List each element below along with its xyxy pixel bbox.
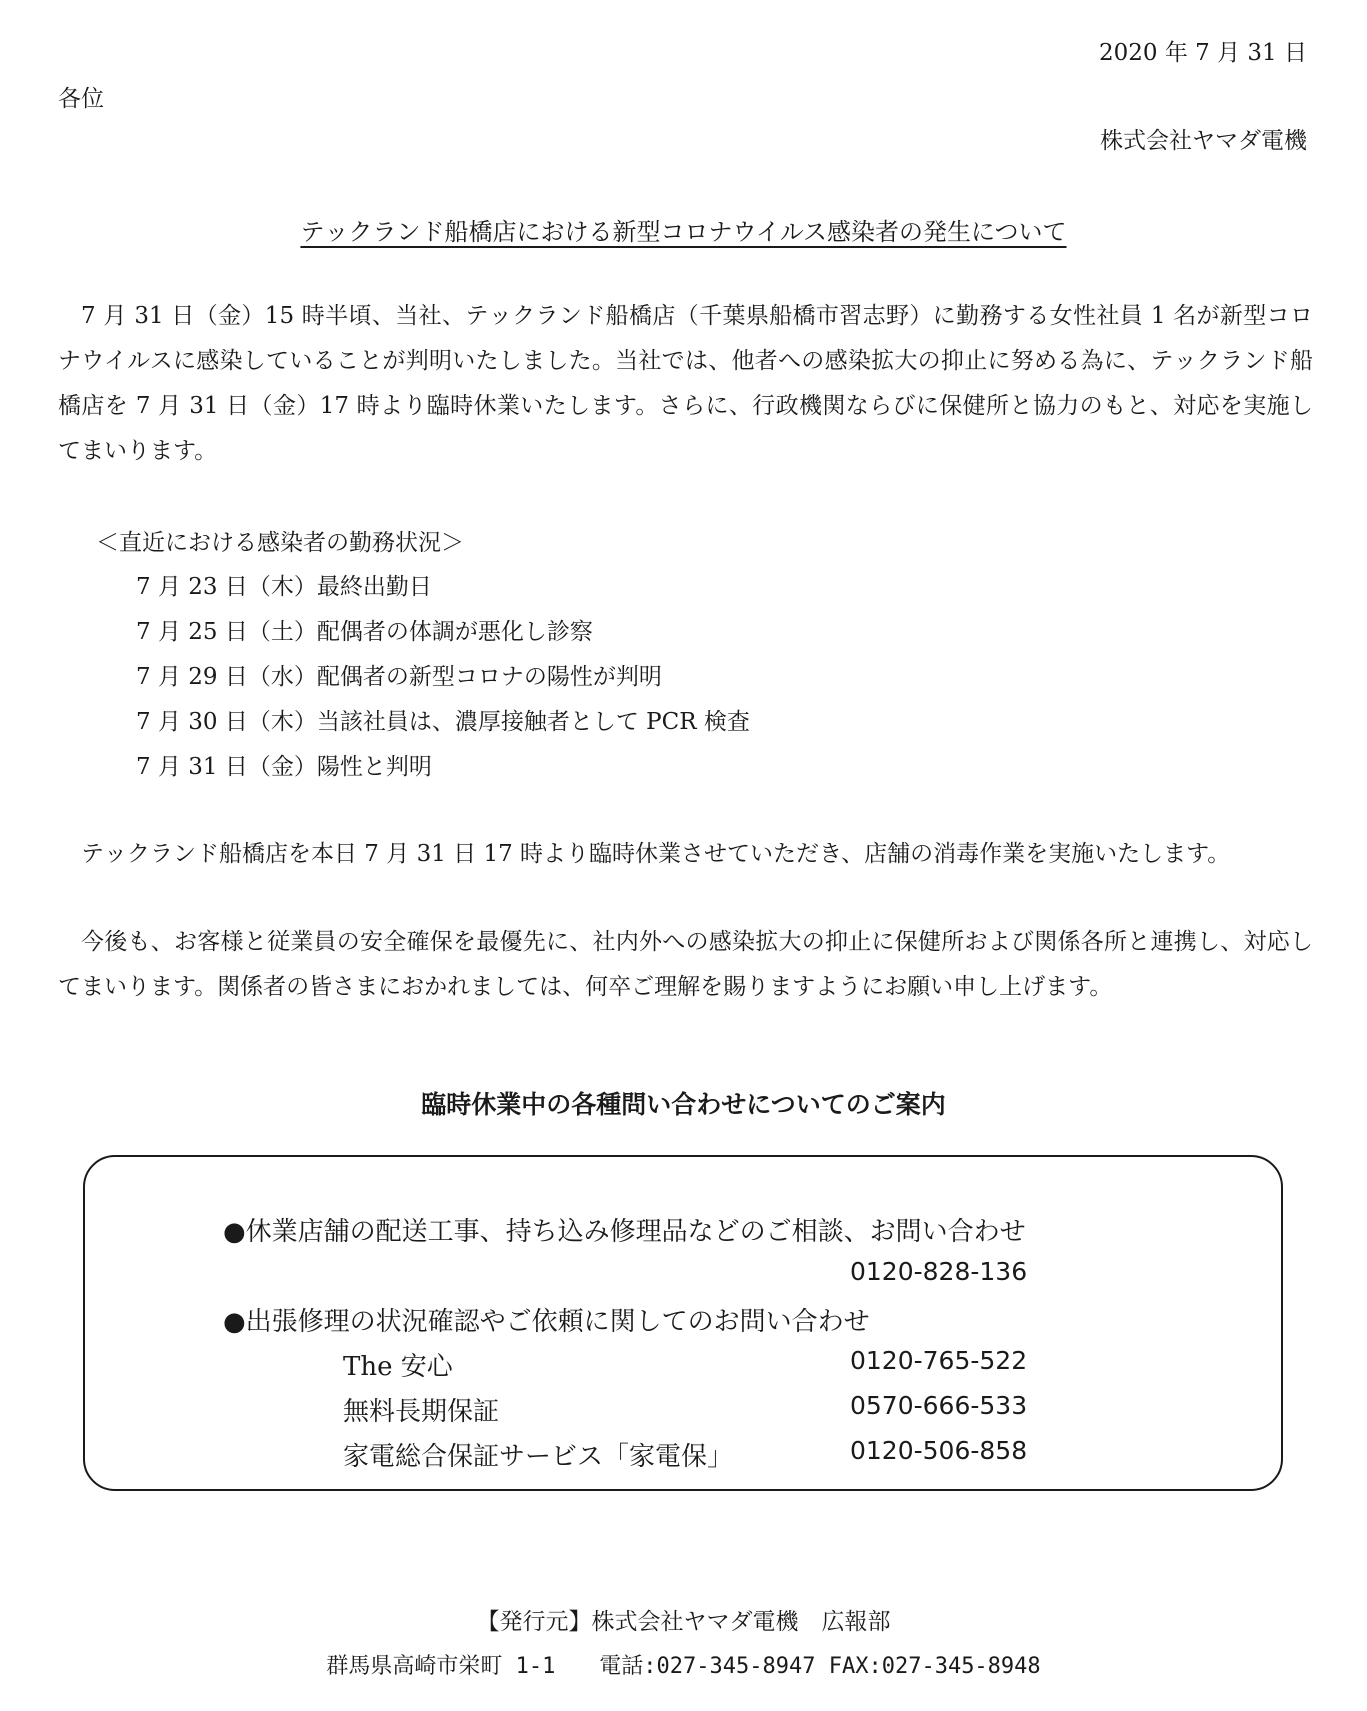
service-phone: 0570-666-533 bbox=[850, 1391, 1028, 1420]
status-item: 7 月 30 日（木）当該社員は、濃厚接触者として PCR 検査 bbox=[136, 709, 750, 735]
document-title-text: テックランド船橋店における新型コロナウイルス感染者の発生について bbox=[300, 218, 1067, 246]
closing-paragraph-2: 今後も、お客様と従業員の安全確保を最優先に、社内外への感染拡大の抑止に保健所および関係各所と連携し、対応してまいります。関係者の皆さまにおかれましては、何卒ご理解を賜りますようにお願い申し上げます。 bbox=[58, 929, 1313, 1000]
inquiry-title: 臨時休業中の各種問い合わせについてのご案内 bbox=[421, 1090, 946, 1119]
status-item: 7 月 29 日（水）配偶者の新型コロナの陽性が判明 bbox=[136, 664, 662, 690]
document-date: 2020 年 7 月 31 日 bbox=[1099, 40, 1307, 66]
status-item: 7 月 25 日（土）配偶者の体調が悪化し診察 bbox=[136, 619, 593, 645]
service-name: 無料長期保証 bbox=[343, 1397, 500, 1427]
inquiry-section-1-phone: 0120-828-136 bbox=[850, 1257, 1028, 1286]
addressee: 各位 bbox=[58, 86, 104, 112]
status-item: 7 月 23 日（木）最終出勤日 bbox=[136, 574, 432, 600]
service-name: 家電総合保証サービス「家電保」 bbox=[343, 1442, 734, 1472]
closing-paragraph-1: テックランド船橋店を本日 7 月 31 日 17 時より臨時休業させていただき、店舗の消毒作業を実施いたします。 bbox=[81, 841, 1231, 867]
status-list bbox=[136, 565, 750, 790]
status-heading: ＜直近における感染者の勤務状況＞ bbox=[96, 530, 464, 556]
service-name: The 安心 bbox=[343, 1352, 453, 1382]
footer-issuer: 【発行元】株式会社ヤマダ電機 広報部 bbox=[476, 1609, 891, 1635]
inquiry-section-2-label: ●出張修理の状況確認やご依頼に関してのお問い合わせ bbox=[223, 1307, 870, 1337]
company-name: 株式会社ヤマダ電機 bbox=[1100, 128, 1307, 154]
inquiry-box bbox=[83, 1155, 1283, 1491]
intro-paragraph: 7 月 31 日（金）15 時半頃、当社、テックランド船橋店（千葉県船橋市習志野）に勤務する女性社員 1 名が新型コロナウイルスに感染していることが判明いたしました。当社では、他者への感染拡大の抑止に努める為に、テックランド船橋店を 7 月 31 日（金）17 時より臨時休業いたします。さらに、行政機関ならびに保健所と協力のもと、対応を実施してまいります。 bbox=[58, 303, 1313, 464]
inquiry-section-1-label: ●休業店舗の配送工事、持ち込み修理品などのご相談、お問い合わせ bbox=[223, 1217, 1026, 1247]
document-title bbox=[0, 212, 1367, 247]
service-phone: 0120-765-522 bbox=[850, 1346, 1028, 1375]
footer-address: 群馬県高崎市栄町 1-1 電話:027-345-8947 FAX:027-345-8948 bbox=[326, 1654, 1041, 1679]
service-phone: 0120-506-858 bbox=[850, 1436, 1028, 1465]
status-item: 7 月 31 日（金）陽性と判明 bbox=[136, 754, 432, 780]
